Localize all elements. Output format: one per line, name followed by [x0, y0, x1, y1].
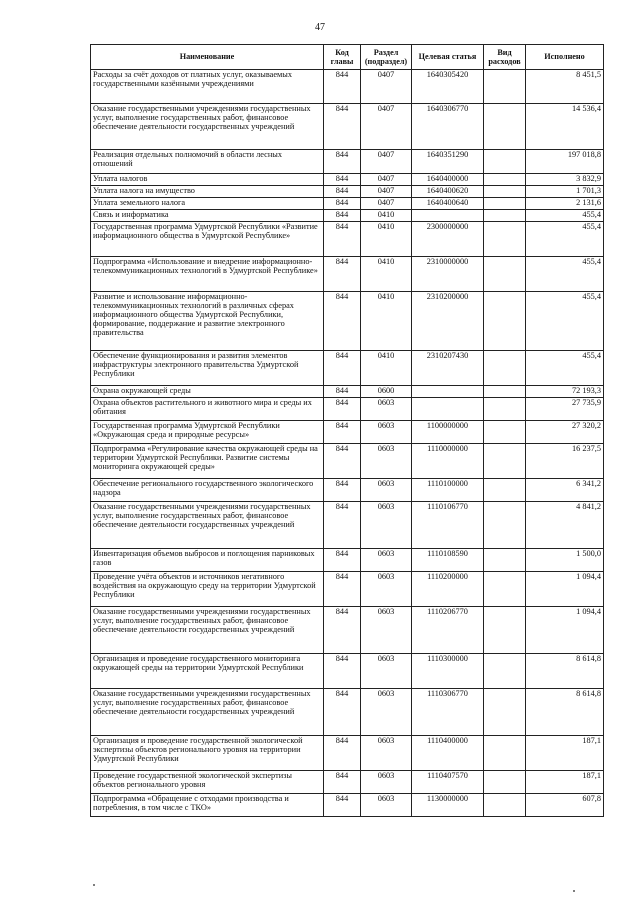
- header-chapter-code: Код главы: [324, 45, 361, 70]
- row-target: 1110200000: [412, 571, 484, 606]
- row-name: Государственная программа Удмуртской Республики «Окружающая среда и природные ресурсы»: [91, 420, 324, 443]
- row-chapter-code: 844: [324, 420, 361, 443]
- row-amount: 27 320,2: [526, 420, 604, 443]
- row-amount: 72 193,3: [526, 385, 604, 397]
- row-expense-type: [484, 385, 526, 397]
- row-amount: 1 094,4: [526, 571, 604, 606]
- row-target: 1130000000: [412, 793, 484, 816]
- row-chapter-code: 844: [324, 150, 361, 174]
- table-row: [91, 209, 604, 221]
- row-chapter-code: 844: [324, 770, 361, 793]
- row-name: Связь и информатика: [91, 209, 324, 221]
- row-section: 0603: [361, 478, 412, 501]
- row-section: 0603: [361, 443, 412, 478]
- row-expense-type: [484, 221, 526, 256]
- row-section: 0603: [361, 770, 412, 793]
- table-row: [91, 770, 604, 793]
- row-amount: 1 701,3: [526, 185, 604, 197]
- row-name: Расходы за счёт доходов от платных услуг, оказываемых государственными казёнными учреждениями: [91, 70, 324, 104]
- row-amount: 187,1: [526, 770, 604, 793]
- table-row: [91, 688, 604, 735]
- row-target: 2310200000: [412, 291, 484, 350]
- row-chapter-code: 844: [324, 385, 361, 397]
- row-target: 1640400000: [412, 174, 484, 186]
- row-target: [412, 397, 484, 420]
- row-section: 0407: [361, 104, 412, 150]
- row-target: [412, 209, 484, 221]
- table-row: [91, 174, 604, 186]
- row-target: 1110000000: [412, 443, 484, 478]
- row-chapter-code: 844: [324, 501, 361, 548]
- row-chapter-code: 844: [324, 209, 361, 221]
- row-section: 0407: [361, 185, 412, 197]
- row-section: 0603: [361, 548, 412, 571]
- row-amount: 1 094,4: [526, 606, 604, 653]
- row-target: 1110206770: [412, 606, 484, 653]
- row-amount: 4 841,2: [526, 501, 604, 548]
- table-row: [91, 653, 604, 688]
- table-row: [91, 443, 604, 478]
- row-chapter-code: 844: [324, 104, 361, 150]
- row-target: 1110100000: [412, 478, 484, 501]
- row-target: 1640400640: [412, 197, 484, 209]
- table-row: [91, 385, 604, 397]
- row-name: Подпрограмма «Обращение с отходами производства и потребления, в том числе с ТКО»: [91, 793, 324, 816]
- row-target: 1110106770: [412, 501, 484, 548]
- row-name: Проведение государственной экологической экспертизы объектов регионального уровня: [91, 770, 324, 793]
- row-name: Охрана окружающей среды: [91, 385, 324, 397]
- table-row: [91, 478, 604, 501]
- row-expense-type: [484, 443, 526, 478]
- table-header-row: [91, 45, 604, 70]
- row-amount: 187,1: [526, 735, 604, 770]
- row-chapter-code: 844: [324, 221, 361, 256]
- row-expense-type: [484, 350, 526, 385]
- header-name: Наименование: [91, 45, 324, 70]
- row-name: Уплата налога на имущество: [91, 185, 324, 197]
- table-row: [91, 548, 604, 571]
- row-name: Оказание государственными учреждениями государственных услуг, выполнение государственных работ, финансовое обеспечение деятельности государственных учреждений: [91, 688, 324, 735]
- row-target: 2300000000: [412, 221, 484, 256]
- row-expense-type: [484, 291, 526, 350]
- row-amount: 455,4: [526, 209, 604, 221]
- row-expense-type: [484, 174, 526, 186]
- row-expense-type: [484, 397, 526, 420]
- row-chapter-code: 844: [324, 397, 361, 420]
- row-target: 1110400000: [412, 735, 484, 770]
- row-amount: 8 614,8: [526, 688, 604, 735]
- row-chapter-code: 844: [324, 653, 361, 688]
- row-chapter-code: 844: [324, 256, 361, 291]
- row-expense-type: [484, 653, 526, 688]
- table-row: [91, 397, 604, 420]
- row-name: Подпрограмма «Использование и внедрение информационно-телекоммуникационных технологий в Удмуртской Республике»: [91, 256, 324, 291]
- row-name: Оказание государственными учреждениями государственных услуг, выполнение государственных работ, финансовое обеспечение деятельности государственных учреждений: [91, 606, 324, 653]
- table-row: [91, 606, 604, 653]
- row-name: Организация и проведение государственной экологической экспертизы объектов регионального уровня на территории Удмуртской Республики: [91, 735, 324, 770]
- row-chapter-code: 844: [324, 793, 361, 816]
- header-amount: Исполнено: [526, 45, 604, 70]
- row-target: 1100000000: [412, 420, 484, 443]
- row-amount: 197 018,8: [526, 150, 604, 174]
- header-target: Целевая статья: [412, 45, 484, 70]
- row-chapter-code: 844: [324, 548, 361, 571]
- row-expense-type: [484, 548, 526, 571]
- row-amount: 3 832,9: [526, 174, 604, 186]
- row-amount: 455,4: [526, 221, 604, 256]
- row-chapter-code: 844: [324, 350, 361, 385]
- table-row: [91, 185, 604, 197]
- row-name: Уплата земельного налога: [91, 197, 324, 209]
- table-row: [91, 350, 604, 385]
- row-name: Уплата налогов: [91, 174, 324, 186]
- page-number: 47: [315, 22, 325, 33]
- row-section: 0603: [361, 571, 412, 606]
- row-section: 0410: [361, 221, 412, 256]
- row-target: 1640400620: [412, 185, 484, 197]
- table-row: [91, 221, 604, 256]
- row-target: 1110108590: [412, 548, 484, 571]
- row-chapter-code: 844: [324, 185, 361, 197]
- row-section: 0603: [361, 653, 412, 688]
- row-section: 0407: [361, 150, 412, 174]
- row-expense-type: [484, 150, 526, 174]
- row-chapter-code: 844: [324, 478, 361, 501]
- row-name: Подпрограмма «Регулирование качества окружающей среды на территории Удмуртской Республики. Развитие системы мониторинга окружающей среды»: [91, 443, 324, 478]
- row-chapter-code: 844: [324, 735, 361, 770]
- row-chapter-code: 844: [324, 291, 361, 350]
- row-amount: 607,8: [526, 793, 604, 816]
- row-name: Инвентаризация объемов выбросов и поглощения парниковых газов: [91, 548, 324, 571]
- row-amount: 455,4: [526, 256, 604, 291]
- row-name: Оказание государственными учреждениями государственных услуг, выполнение государственных работ, финансовое обеспечение деятельности государственных учреждений: [91, 104, 324, 150]
- row-target: 1110300000: [412, 653, 484, 688]
- row-section: 0410: [361, 209, 412, 221]
- row-amount: 27 735,9: [526, 397, 604, 420]
- row-expense-type: [484, 735, 526, 770]
- row-name: Охрана объектов растительного и животного мира и среды их обитания: [91, 397, 324, 420]
- row-section: 0603: [361, 606, 412, 653]
- row-section: 0407: [361, 197, 412, 209]
- row-amount: 1 500,0: [526, 548, 604, 571]
- table-row: [91, 256, 604, 291]
- header-expense-type: Вид расходов: [484, 45, 526, 70]
- row-expense-type: [484, 197, 526, 209]
- row-section: 0410: [361, 256, 412, 291]
- table-body: [91, 70, 604, 817]
- row-name: Оказание государственными учреждениями государственных услуг, выполнение государственных работ, финансовое обеспечение деятельности государственных учреждений: [91, 501, 324, 548]
- row-expense-type: [484, 501, 526, 548]
- row-amount: 14 536,4: [526, 104, 604, 150]
- row-amount: 8 614,8: [526, 653, 604, 688]
- row-name: Проведение учёта объектов и источников негативного воздействия на окружающую среду на территории Удмуртской Республики: [91, 571, 324, 606]
- row-amount: 16 237,5: [526, 443, 604, 478]
- row-target: 2310000000: [412, 256, 484, 291]
- row-section: 0603: [361, 397, 412, 420]
- budget-table: [90, 44, 604, 817]
- row-target: 1640305420: [412, 70, 484, 104]
- row-section: 0407: [361, 70, 412, 104]
- row-section: 0603: [361, 793, 412, 816]
- row-amount: 455,4: [526, 350, 604, 385]
- row-expense-type: [484, 793, 526, 816]
- row-target: 1640351290: [412, 150, 484, 174]
- row-expense-type: [484, 571, 526, 606]
- row-expense-type: [484, 209, 526, 221]
- row-section: 0603: [361, 688, 412, 735]
- row-name: Государственная программа Удмуртской Республики «Развитие информационного общества в Удмуртской Республике»: [91, 221, 324, 256]
- table-row: [91, 70, 604, 104]
- row-expense-type: [484, 688, 526, 735]
- row-amount: 8 451,5: [526, 70, 604, 104]
- row-amount: 6 341,2: [526, 478, 604, 501]
- table-row: [91, 420, 604, 443]
- row-section: 0410: [361, 291, 412, 350]
- table-row: [91, 150, 604, 174]
- row-expense-type: [484, 70, 526, 104]
- row-target: [412, 385, 484, 397]
- scan-speck: [93, 884, 95, 886]
- row-expense-type: [484, 770, 526, 793]
- row-chapter-code: 844: [324, 688, 361, 735]
- row-target: 1110306770: [412, 688, 484, 735]
- header-section: Раздел (подраздел): [361, 45, 412, 70]
- row-chapter-code: 844: [324, 70, 361, 104]
- row-section: 0603: [361, 501, 412, 548]
- row-name: Развитие и использование информационно-телекоммуникационных технологий в различных сферах информационного общества Удмуртской Республики, формирование, поддержание и развитие электронного правительства: [91, 291, 324, 350]
- row-expense-type: [484, 256, 526, 291]
- row-amount: 455,4: [526, 291, 604, 350]
- table-row: [91, 104, 604, 150]
- row-chapter-code: 844: [324, 174, 361, 186]
- table-row: [91, 197, 604, 209]
- row-amount: 2 131,6: [526, 197, 604, 209]
- row-chapter-code: 844: [324, 571, 361, 606]
- row-name: Организация и проведение государственного мониторинга окружающей среды на территории Удмуртской Республики: [91, 653, 324, 688]
- row-expense-type: [484, 185, 526, 197]
- row-section: 0410: [361, 350, 412, 385]
- row-target: 2310207430: [412, 350, 484, 385]
- row-expense-type: [484, 420, 526, 443]
- row-name: Обеспечение функционирования и развития элементов инфраструктуры электронного правительства Удмуртской Республики: [91, 350, 324, 385]
- row-section: 0603: [361, 735, 412, 770]
- row-chapter-code: 844: [324, 443, 361, 478]
- row-expense-type: [484, 606, 526, 653]
- row-target: 1110407570: [412, 770, 484, 793]
- row-expense-type: [484, 104, 526, 150]
- table-row: [91, 735, 604, 770]
- row-chapter-code: 844: [324, 606, 361, 653]
- row-chapter-code: 844: [324, 197, 361, 209]
- row-expense-type: [484, 478, 526, 501]
- row-name: Реализация отдельных полномочий в области лесных отношений: [91, 150, 324, 174]
- table-row: [91, 291, 604, 350]
- table-row: [91, 793, 604, 816]
- table-row: [91, 501, 604, 548]
- scan-speck: [573, 890, 575, 892]
- row-section: 0603: [361, 420, 412, 443]
- row-target: 1640306770: [412, 104, 484, 150]
- row-section: 0407: [361, 174, 412, 186]
- row-name: Обеспечение регионального государственного экологического надзора: [91, 478, 324, 501]
- row-section: 0600: [361, 385, 412, 397]
- table-row: [91, 571, 604, 606]
